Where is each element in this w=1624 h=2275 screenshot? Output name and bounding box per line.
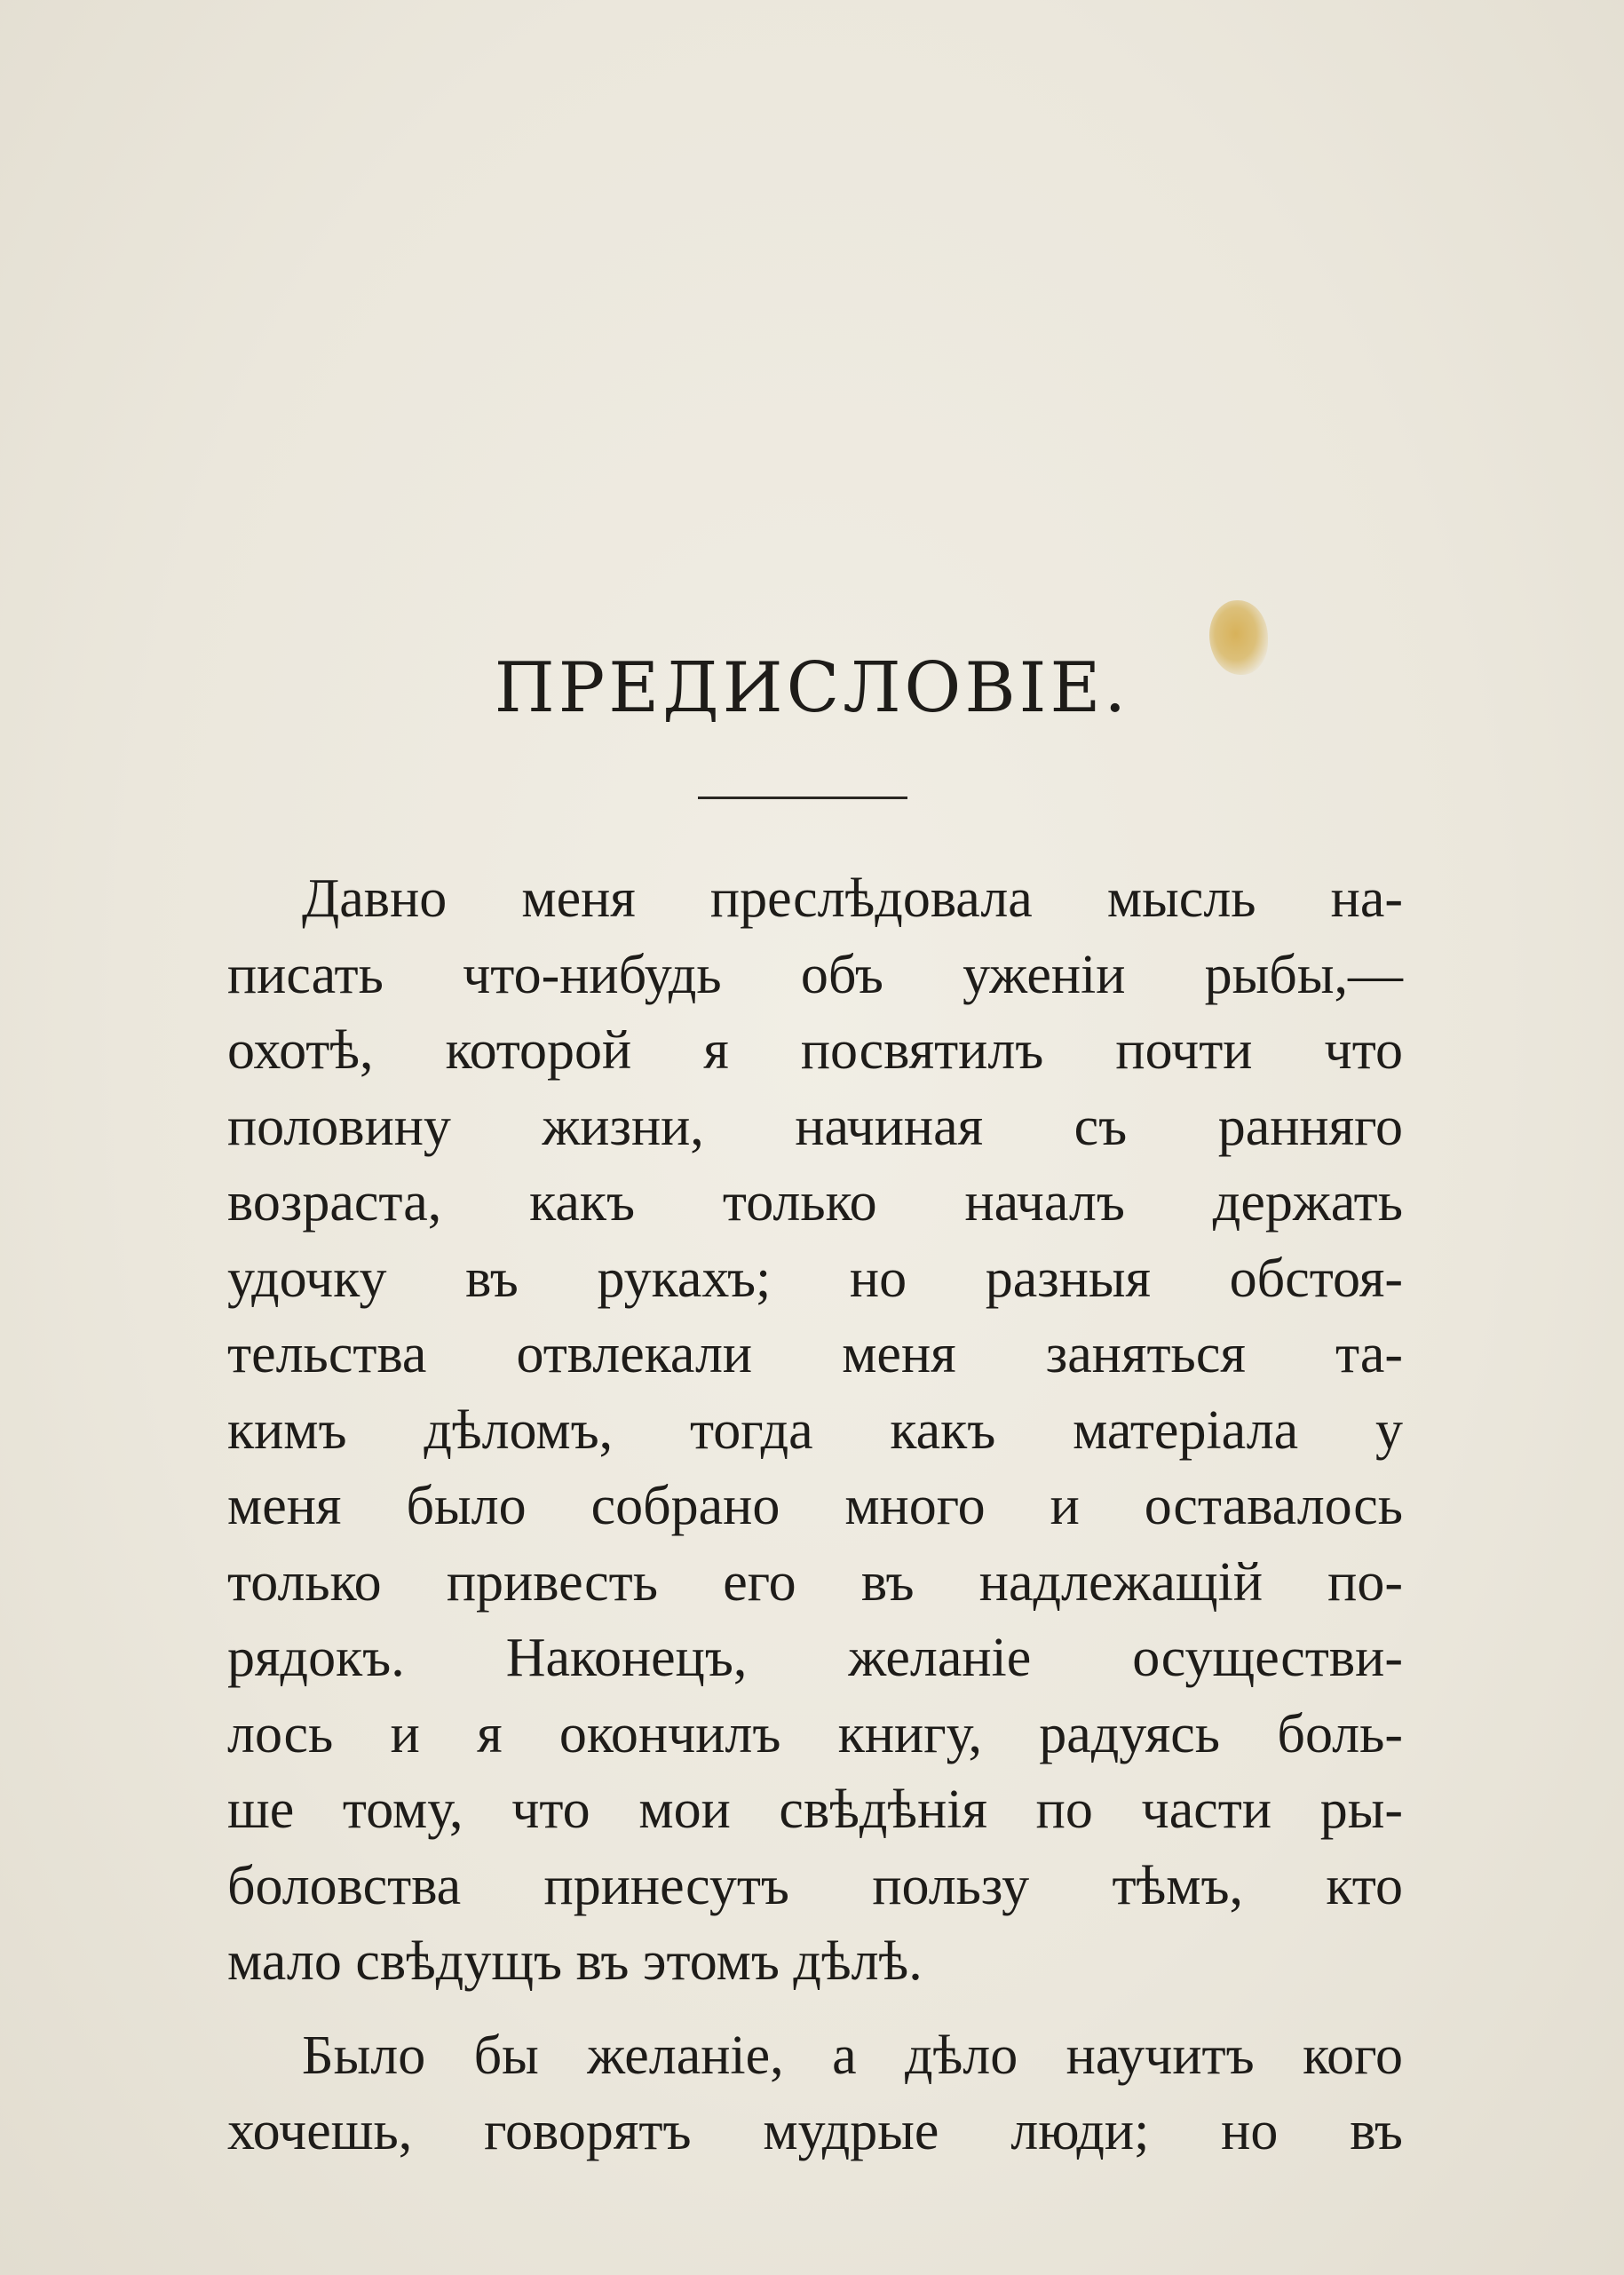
text-line: тельства отвлекали меня заняться та-: [227, 1324, 1403, 1384]
text-line: возраста, какъ только началъ держать: [227, 1172, 1403, 1233]
text-line: удочку въ рукахъ; но разныя обстоя-: [227, 1248, 1403, 1309]
text-line: рядокъ. Наконецъ, желаніе осуществи-: [227, 1628, 1403, 1688]
body-text: [227, 861, 1403, 2170]
text-line: меня было собрано много и оставалось: [227, 1476, 1403, 1536]
paragraph-gap: [227, 2001, 1403, 2018]
text-line: Давно меня преслѣдовала мысль на-: [302, 868, 1403, 929]
text-line: половину жизни, начиная съ ранняго: [227, 1096, 1403, 1157]
text-line: кимъ дѣломъ, тогда какъ матеріала у: [227, 1399, 1403, 1461]
text-line: только привесть его въ надлежащій по-: [227, 1551, 1403, 1613]
text-line: хочешь, говорятъ мудрые люди; но въ: [227, 2101, 1403, 2161]
text-line: ше тому, что мои свѣдѣнія по части ры-: [227, 1780, 1403, 1840]
text-line: мало свѣдущъ въ этомъ дѣлѣ.: [227, 1931, 923, 1992]
text-line: охотѣ, которой я посвятилъ почти что: [227, 1020, 1403, 1081]
text-line: лось и я окончилъ книгу, радуясь боль-: [227, 1703, 1403, 1764]
text-line: боловства принесутъ пользу тѣмъ, кто: [227, 1855, 1403, 1916]
page-title: ПРЕДИСЛОВІЕ.: [494, 648, 1130, 728]
paragraph-2: [227, 2018, 1403, 2170]
text-line: писать что-нибудь объ уженіи рыбы,—: [227, 944, 1403, 1005]
paragraph-1: [227, 861, 1403, 2001]
text-line: Было бы желаніе, а дѣло научитъ кого: [302, 2025, 1403, 2086]
title-divider: [698, 797, 907, 799]
